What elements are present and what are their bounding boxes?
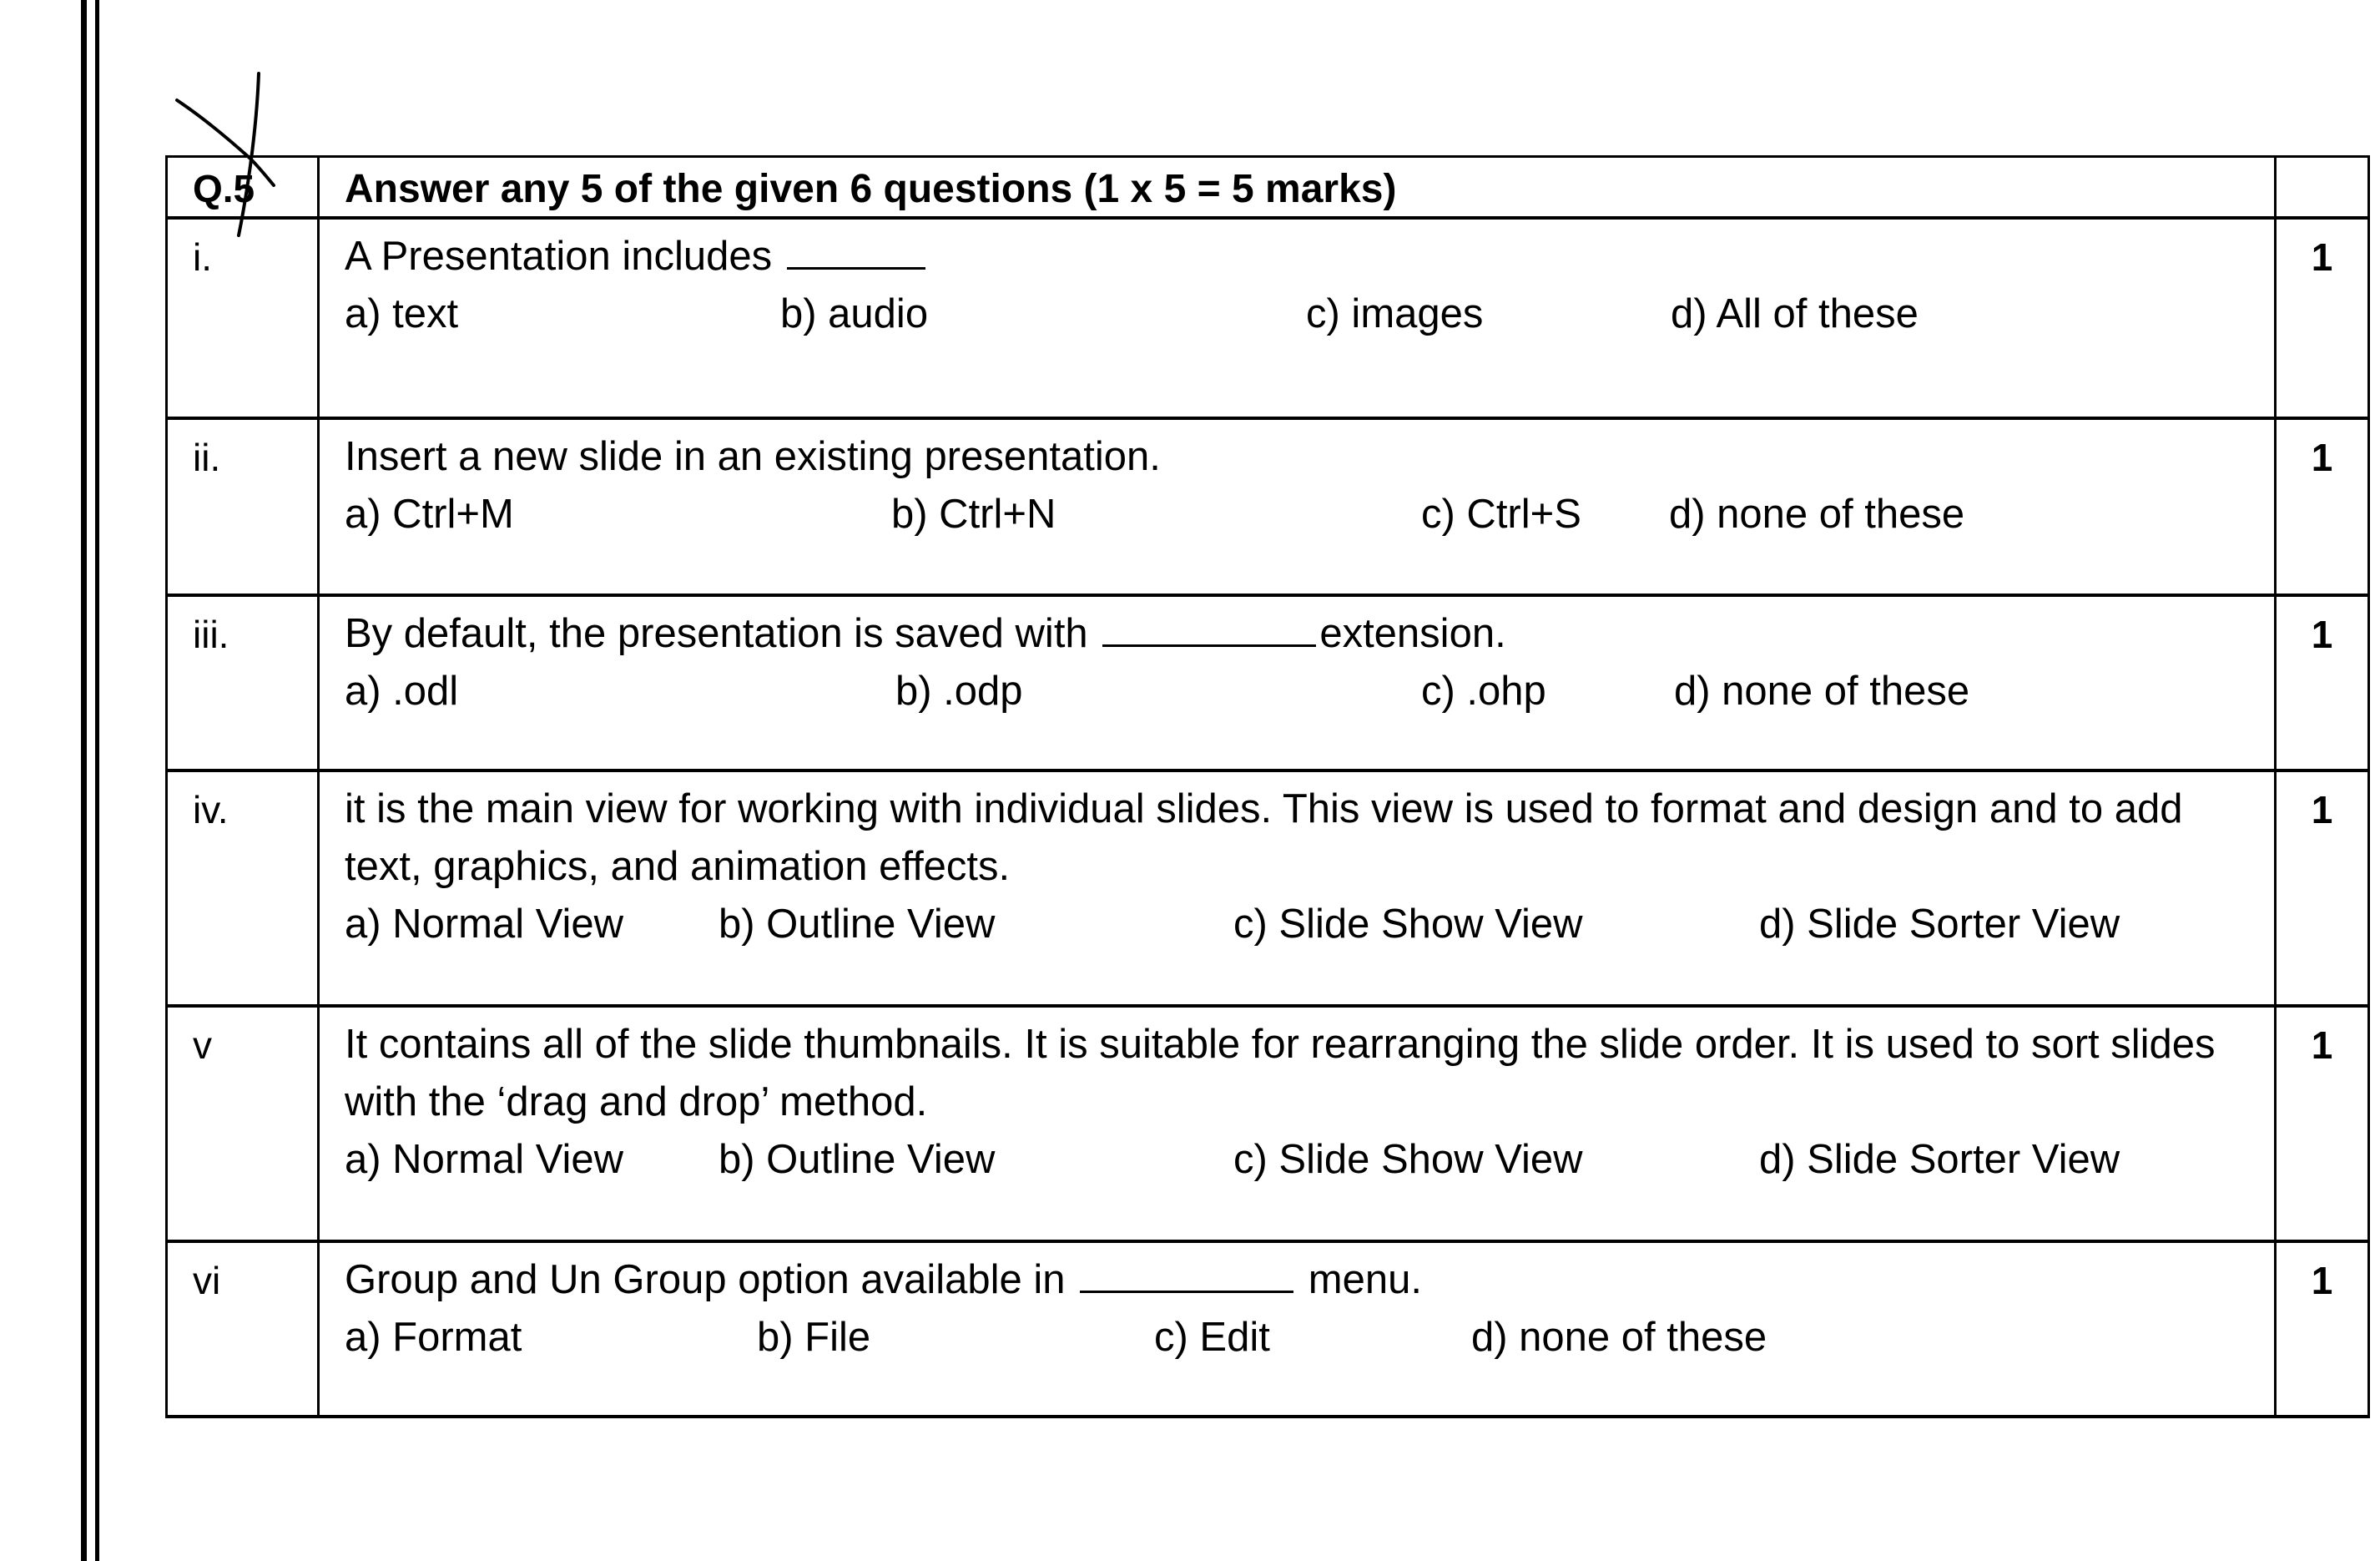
question-row	[167, 1241, 2369, 1417]
section-number: Q.5	[167, 157, 319, 218]
question-body	[319, 418, 2276, 595]
question-marks: 1	[2276, 1006, 2369, 1241]
option-d: d) Slide Sorter View	[1759, 901, 2120, 947]
option-d: d) none of these	[1669, 491, 1965, 537]
question-number: vi	[167, 1241, 319, 1417]
option-b: b) .odp	[895, 668, 1023, 714]
option-a: a) Format	[345, 1314, 522, 1360]
option-a: a) Ctrl+M	[345, 491, 514, 537]
option-b: b) audio	[780, 290, 929, 336]
option-a: a) Normal View	[345, 1136, 624, 1182]
question-row	[167, 218, 2369, 418]
question-number: i.	[167, 218, 319, 418]
question-body	[319, 770, 2276, 1006]
option-c: c) Ctrl+S	[1421, 491, 1581, 537]
option-d: d) All of these	[1671, 290, 1919, 336]
question-body	[319, 1241, 2276, 1417]
option-d: d) none of these	[1471, 1314, 1767, 1360]
question-row	[167, 595, 2369, 770]
question-marks: 1	[2276, 418, 2369, 595]
question-stem	[345, 605, 2249, 663]
fill-blank	[1102, 611, 1316, 647]
option-a: a) .odl	[345, 668, 459, 714]
option-b: b) Ctrl+N	[891, 491, 1056, 537]
option-d: d) Slide Sorter View	[1759, 1136, 2120, 1182]
question-body	[319, 218, 2276, 418]
question-row	[167, 418, 2369, 595]
stem-text: A Presentation includes	[345, 233, 773, 279]
options-row	[345, 1309, 2249, 1367]
header-marks-cell	[2276, 157, 2369, 218]
option-b: b) Outline View	[719, 1136, 996, 1182]
option-c: c) Slide Show View	[1233, 901, 1583, 947]
section-instruction: Answer any 5 of the given 6 questions (1 x 5 = 5 marks)	[319, 157, 2276, 218]
question-body	[319, 595, 2276, 770]
question-marks: 1	[2276, 595, 2369, 770]
option-c: c) .ohp	[1421, 668, 1546, 714]
question-marks: 1	[2276, 218, 2369, 418]
option-a: a) Normal View	[345, 901, 624, 947]
question-number: ii.	[167, 418, 319, 595]
question-row	[167, 1006, 2369, 1241]
question-marks: 1	[2276, 770, 2369, 1006]
header-row	[167, 157, 2369, 218]
question-table	[165, 155, 2370, 1418]
options-row	[345, 486, 2249, 543]
page-margin-bar	[81, 0, 99, 1561]
question-number: v	[167, 1006, 319, 1241]
stem-text: By default, the presentation is saved with	[345, 610, 1088, 656]
option-a: a) text	[345, 290, 459, 336]
question-stem: it is the main view for working with individual slides. This view is used to format and design and to add text, graphics, and animation effects.	[345, 786, 2183, 889]
question-stem: Insert a new slide in an existing presentation.	[345, 433, 1161, 479]
options-row	[345, 896, 2249, 953]
question-number: iii.	[167, 595, 319, 770]
option-d: d) none of these	[1674, 668, 1970, 714]
option-b: b) Outline View	[719, 901, 996, 947]
question-stem	[345, 1251, 2249, 1309]
question-marks: 1	[2276, 1241, 2369, 1417]
fill-blank	[787, 234, 925, 270]
option-b: b) File	[757, 1314, 871, 1360]
question-row	[167, 770, 2369, 1006]
question-number: iv.	[167, 770, 319, 1006]
stem-text: Group and Un Group option available in	[345, 1256, 1066, 1302]
question-stem	[345, 228, 2249, 285]
question-stem: It contains all of the slide thumbnails. It is suitable for rearranging the slide order. It is used to sort slides with the ‘drag and drop’ method.	[345, 1021, 2216, 1124]
options-row	[345, 663, 2249, 720]
stem-text-after: menu.	[1308, 1256, 1422, 1302]
question-body	[319, 1006, 2276, 1241]
option-c: c) Edit	[1154, 1314, 1270, 1360]
options-row	[345, 1131, 2249, 1189]
stem-text-after: extension.	[1319, 610, 1506, 656]
options-row	[345, 285, 2249, 343]
option-c: c) Slide Show View	[1233, 1136, 1583, 1182]
option-c: c) images	[1306, 290, 1484, 336]
fill-blank	[1080, 1257, 1293, 1293]
